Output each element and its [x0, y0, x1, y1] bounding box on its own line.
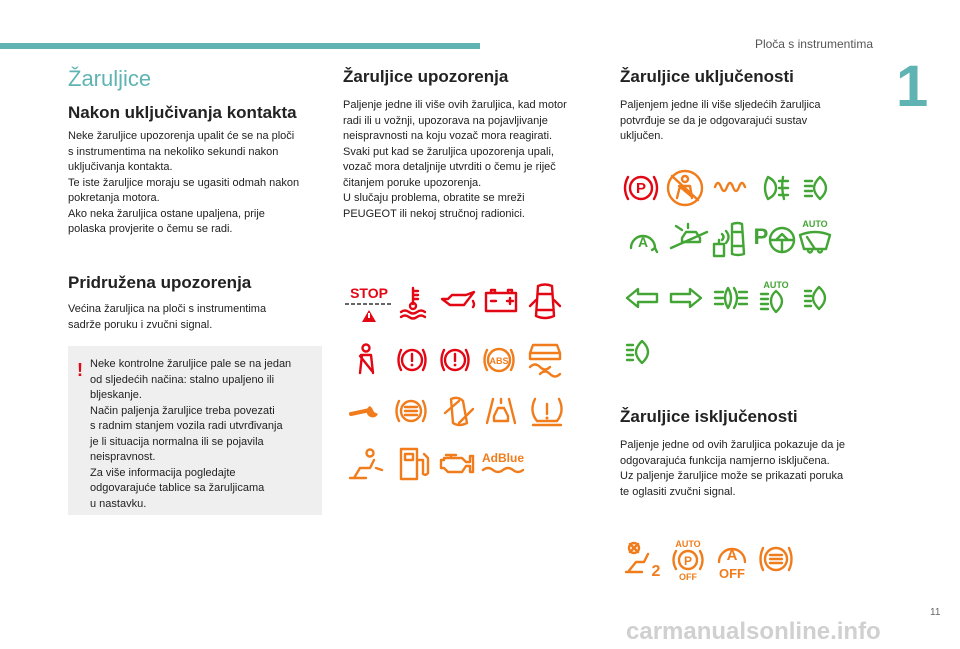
text-after-ignition: Neke žaruljice upozorenja upalit će se na ploči s instrumentima na nekoliko sekundi nakon uključivanja kontakta. Te iste žaruljice moraju se ugasiti odmah nakon pokretanja motora. Ako neka žaruljica ostane upaljena, prije polaska provjerite o čemu se radi. [68, 130, 300, 235]
svg-text:OFF: OFF [679, 572, 697, 582]
main-beam-icon [803, 284, 835, 312]
heading-associated-warnings: Pridružena upozorenja [68, 273, 252, 292]
svg-text:ABS: ABS [489, 356, 509, 366]
svg-text:AUTO: AUTO [763, 280, 789, 290]
stability-control-icon [527, 341, 563, 377]
parking-brake-icon [622, 173, 660, 203]
adblue-icon [481, 449, 525, 475]
left-indicator-icon [624, 286, 660, 310]
text-deactivation-lamps: Paljenje jedne od ovih žaruljica pokazuje da je odgovarajuća funkcija namjerno isključena. Uz paljenje žaruljice može se prikazati poruka te oglasiti zvučni signal. [620, 439, 846, 498]
heading-warning-lamps: Žaruljice upozorenja [343, 67, 509, 86]
warning-exclamation-icon: ! [77, 360, 83, 380]
preheating-icon [712, 177, 746, 199]
svg-text:P: P [683, 554, 693, 568]
info-note-box [68, 346, 322, 515]
brake-assist-off-icon [758, 543, 794, 575]
braking-system-icon [396, 345, 428, 375]
battery-icon [484, 287, 518, 315]
engine-autodiagnosis-icon [438, 450, 476, 476]
svg-text:AUTO: AUTO [675, 539, 701, 549]
automatic-main-beam-icon [624, 338, 658, 366]
tyre-pressure-icon [529, 395, 565, 427]
svg-text:AdBlue: AdBlue [482, 451, 524, 465]
section-title: Žaruljice [68, 66, 152, 91]
heading-indicator-lamps-on: Žaruljice uključenosti [620, 67, 794, 86]
airbag-disabled-icon [441, 393, 475, 429]
automatic-wiping-icon [796, 219, 834, 257]
svg-text:2: 2 [651, 563, 661, 580]
wrench-icon [348, 398, 384, 424]
stop-start-off-icon [714, 540, 750, 580]
page-number: 11 [930, 607, 941, 618]
seatbelt-unfastened-rear-icon [664, 168, 706, 208]
svg-text:P: P [635, 180, 647, 197]
chapter-number: 1 [896, 54, 929, 119]
service-warning-icon [439, 345, 471, 375]
front-fog-lamps-icon [760, 173, 790, 203]
seatbelt-icon [352, 343, 380, 377]
text-indicator-lamps-on: Paljenjem jedne ili više sljedećih žaruljica potvrđuje se da je odgovarajući sustav uključen. [620, 99, 821, 142]
stop-warning-icon [345, 285, 393, 325]
automatic-headlamps-icon [758, 279, 794, 315]
abs-icon [482, 345, 516, 375]
chapter-title: Ploča s instrumentima [754, 37, 873, 51]
stop-start-icon [626, 226, 660, 256]
lane-keeping-assist-icon [668, 220, 710, 254]
heading-after-ignition: Nakon uključivanja kontakta [68, 103, 297, 122]
svg-text:STOP: STOP [350, 285, 388, 301]
svg-text:A: A [726, 547, 738, 564]
svg-text:OFF: OFF [719, 566, 745, 581]
lane-departure-icon [484, 396, 518, 426]
park-assist-icon [710, 220, 750, 260]
svg-text:P: P [753, 224, 769, 249]
left-column [68, 66, 328, 92]
dipped-beam-icon [802, 173, 834, 203]
passenger-detection-icon [348, 448, 384, 482]
note-text: Neke kontrolne žaruljice pale se na jedan od sljedećih načina: stalno upaljeno ili bljeskanje. Način paljenja žaruljice treba povezati s radnim stanjem vozila radi utvrđivanja je li situacija normalna ili se pojavila neispravnost. Za više informacija pogledajte odgovarajuće tablice sa žaruljicama u nastavku. [90, 358, 292, 510]
svg-text:AUTO: AUTO [802, 219, 828, 229]
door-open-icon [530, 282, 560, 322]
header-accent-bar [0, 43, 480, 49]
fuel-low-icon [398, 446, 432, 482]
heading-deactivation-lamps: Žaruljice isključenosti [620, 407, 798, 426]
after-ignition-block [68, 103, 328, 123]
passenger-airbag-off-icon [624, 540, 664, 578]
right-indicator-icon [668, 286, 704, 310]
sidelamps-icon [712, 284, 750, 312]
cruise-control-icon [766, 225, 798, 255]
watermark: carmanualsonline.info [626, 618, 881, 645]
coolant-temperature-icon [399, 285, 431, 319]
text-associated-warnings: Većina žaruljica na ploči s instrumentima sadrže poruku i zvučni signal. [68, 303, 267, 331]
text-warning-lamps: Paljenje jedne ili više ovih žaruljica, kad motor radi ili u vožnji, upozorava na pojavljivanje neispravnosti na koju vozač mora reagirati. Svaki put kad se žaruljica upozorenja upali, vozač mora detaljnije utvrditi o čemu je riječ čitanjem poruke upozorenja. U slučaju problema, obratite se mreži PEUGEOT ili nekoj stručnoj radionici. [343, 99, 567, 220]
oil-pressure-icon [440, 289, 476, 315]
brake-pad-wear-icon [394, 395, 428, 427]
svg-text:A: A [637, 234, 649, 250]
auto-parking-brake-off-icon [670, 538, 706, 582]
